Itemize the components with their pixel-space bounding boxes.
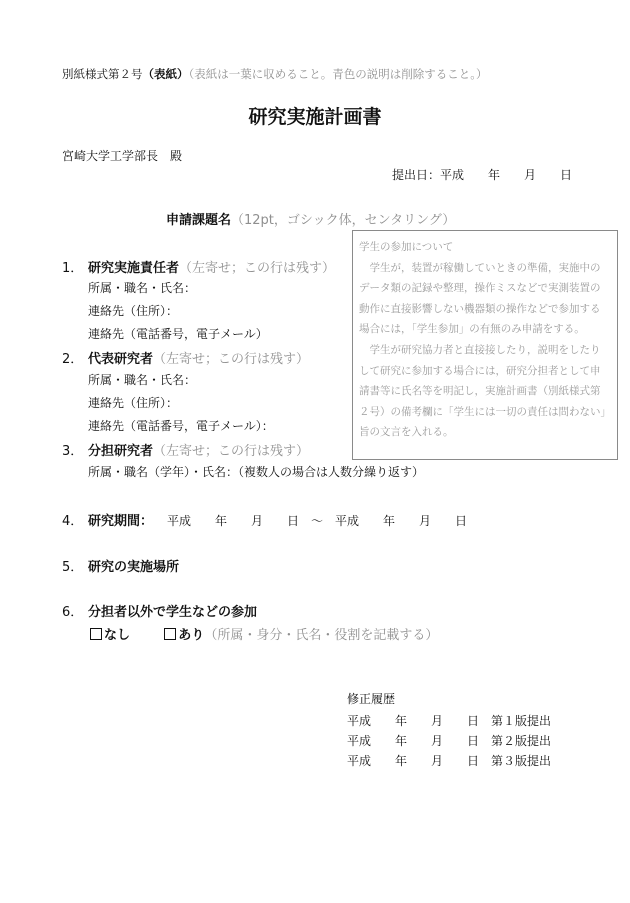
section-5-number: 5． [62, 560, 84, 575]
section-1-contact: 連絡先（電話番号，電子メール） [88, 327, 268, 341]
form-label-cover: （表紙） [142, 67, 189, 81]
none-checkbox[interactable] [90, 628, 102, 640]
section-2-affiliation: 所属・職名・氏名： [88, 373, 197, 387]
note-paragraph-1: 学生が，装置が稼働していときの準備，実施中のデータ類の記録や整理，操作ミスなどで実測装置の動作に直接影響しない機器類の操作などで参加する場合には，「学生参加」の有無のみ申請をする。 [359, 261, 601, 336]
subject-title-line [166, 209, 455, 228]
revision-history-heading: 修正履歴 [347, 692, 396, 706]
form-instruction-note: （表紙は一葉に収めること。青色の説明は削除すること。） [188, 67, 488, 81]
form-header [62, 66, 488, 82]
section-6-number: 6． [62, 605, 84, 620]
section-1-hint: （左寄せ；この行は残す） [179, 261, 336, 276]
subject-format-hint: （12pt，ゴシック体，センタリング） [231, 213, 456, 228]
note-paragraph-2: 学生が研究協力者と直接接したり，説明をしたりして研究に参加する場合には，研究分担者として申請書等に氏名等を明記し，実施計画書（別紙様式第２号）の備考欄に「学生には一切の責任は問わない」旨の文言を入れる。 [359, 343, 606, 439]
section-3-hint: （左寄せ；この行は残す） [153, 444, 310, 459]
section-5-heading [62, 556, 179, 575]
section-1-title: 研究実施責任者 [88, 261, 180, 276]
section-6-title: 分担者以外で学生などの参加 [88, 605, 258, 620]
revision-row-3: 平成 年 月 日 第３版提出 [347, 754, 552, 768]
section-6-options [90, 624, 438, 643]
option-none-label: なし [104, 628, 131, 643]
section-3-title: 分担研究者 [88, 444, 154, 459]
section-1-number: 1． [62, 261, 84, 276]
section-6-heading [62, 601, 257, 620]
section-4-number: 4． [62, 514, 84, 529]
submission-date: 提出日：平成 年 月 日 [392, 168, 573, 182]
section-4-heading [62, 510, 467, 529]
section-2-heading [62, 348, 309, 367]
addressee: 宮崎大学工学部長 殿 [62, 149, 183, 163]
section-3-number: 3． [62, 444, 84, 459]
note-heading: 学生の参加について [359, 241, 454, 253]
section-2-hint: （左寄せ；この行は残す） [153, 352, 310, 367]
section-3-members: 所属・職名（学年）・氏名：（複数人の場合は人数分繰り返す） [88, 465, 425, 479]
subject-label: 申請課題名 [166, 213, 232, 228]
yes-checkbox[interactable] [164, 628, 176, 640]
revision-row-2: 平成 年 月 日 第２版提出 [347, 734, 552, 748]
section-1-address: 連絡先（住所）： [88, 304, 179, 318]
page-title: 研究実施計画書 [248, 106, 382, 128]
revision-row-1: 平成 年 月 日 第１版提出 [347, 714, 552, 728]
section-2-contact: 連絡先（電話番号，電子メール）： [88, 419, 274, 433]
section-2-address: 連絡先（住所）： [88, 396, 179, 410]
form-label: 別紙様式第２号 [62, 67, 143, 81]
section-4-title: 研究期間： [88, 514, 154, 529]
section-2-number: 2． [62, 352, 84, 367]
section-5-title: 研究の実施場所 [88, 560, 180, 575]
section-3-heading [62, 440, 309, 459]
student-participation-note [352, 230, 618, 460]
section-2-title: 代表研究者 [88, 352, 154, 367]
research-period: 平成 年 月 日 〜 平成 年 月 日 [167, 514, 468, 528]
option-yes-hint: （所属・身分・氏名・役割を記載する） [204, 628, 439, 643]
section-1-affiliation: 所属・職名・氏名： [88, 281, 197, 295]
option-yes-label: あり [178, 628, 205, 643]
section-1-heading [62, 257, 335, 276]
